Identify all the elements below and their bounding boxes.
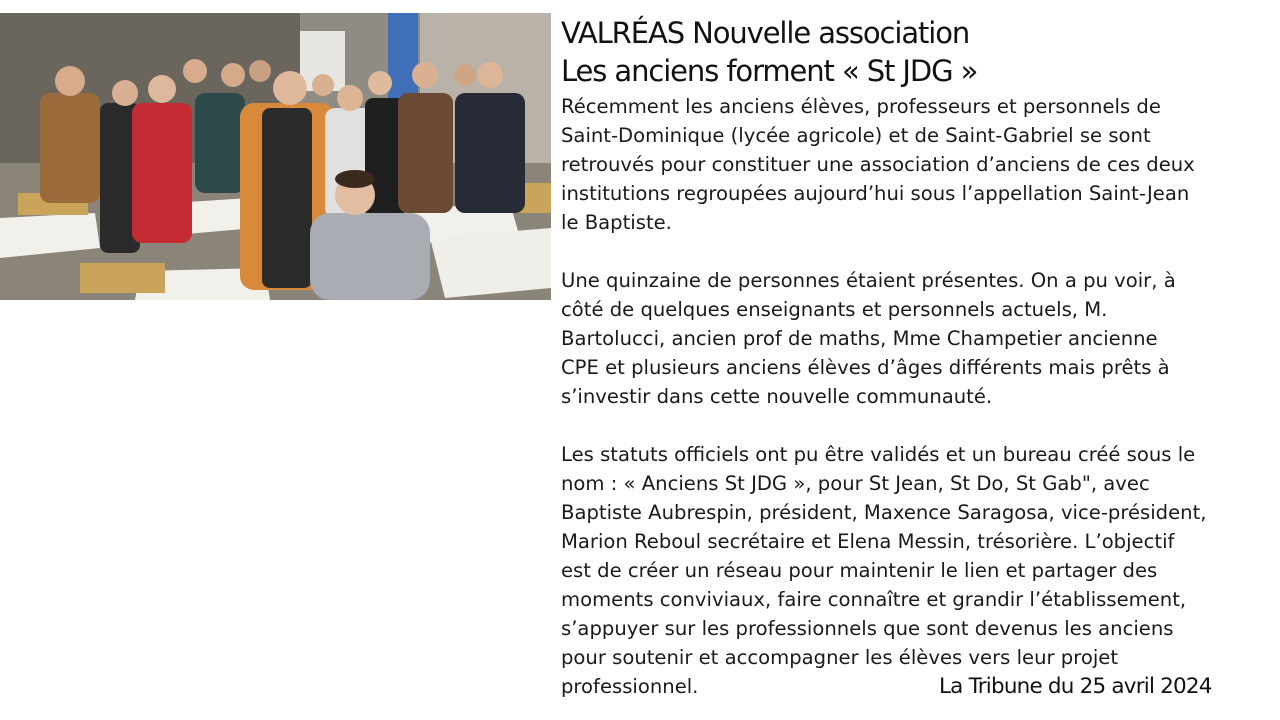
article-paragraph-3: Les statuts officiels ont pu être validés et un bureau créé sous le nom : « Anciens St JDG », pour St Jean, St Do, St Gab", avec Baptiste Aubrespin, président, Maxence Saragosa, vice-président, Marion Reboul secrétaire et Elena Messin, trésorière. L’objectif est de créer un réseau pour maintenir le lien et partager des moments conviviaux, faire connaître et grandir l’établissement, s’appuyer sur les professionnels que sont devenus les anciens pour soutenir et accompagner les élèves vers leur projet professionnel.: [561, 443, 1207, 698]
article-paragraph-1: Récemment les anciens élèves, professeurs et personnels de Saint-Dominique (lycée agricole) et de Saint-Gabriel se sont retrouvés pour constituer une association d’anciens de ces deux institutions regroupées aujourd’hui sous l’appellation Saint-Jean le Baptiste.: [561, 95, 1195, 234]
source-credit: La Tribune du 25 avril 2024: [939, 674, 1212, 699]
group-photo: [0, 13, 551, 300]
article: [561, 14, 1261, 701]
article-kicker: VALRÉAS Nouvelle association: [561, 16, 970, 50]
article-paragraph-2: Une quinzaine de personnes étaient présentes. On a pu voir, à côté de quelques enseignants et personnels actuels, M. Bartolucci, ancien prof de maths, Mme Champetier ancienne CPE et plusieurs anciens élèves d’âges différents mais prêts à s’investir dans cette nouvelle communauté.: [561, 269, 1176, 408]
article-title: Les anciens forment « St JDG »: [561, 54, 978, 88]
